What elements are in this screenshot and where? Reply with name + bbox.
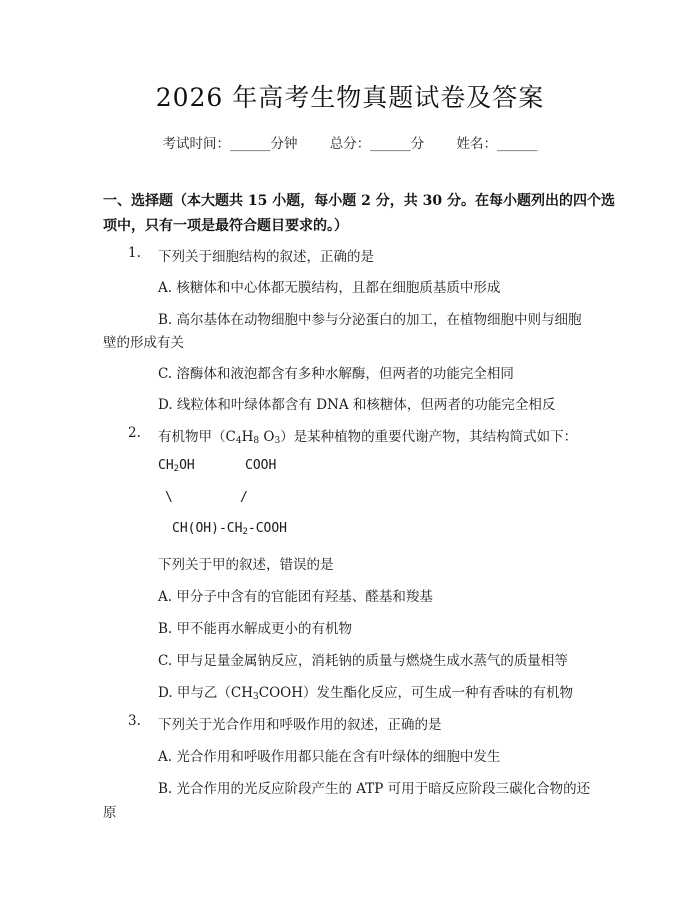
subscript: 3 — [274, 436, 281, 446]
formula-bond-right: / — [240, 490, 248, 505]
subscript: 2 — [173, 464, 180, 474]
formula-main-chain — [172, 521, 287, 537]
formula-text: -COOH — [247, 521, 288, 536]
option-text: COOH）发生酯化反应，可生成一种有香味的有机物 — [258, 685, 574, 701]
exam-score-field: 总分：______分 — [329, 136, 425, 152]
question-number: 3. — [128, 713, 141, 729]
section-heading-line1: 一、选择题（本大题共 15 小题，每小题 2 分，共 30 分。在每小题列出的四个选 — [103, 193, 615, 209]
option-b-continued: 原 — [103, 805, 117, 821]
stem-text: H — [241, 429, 254, 445]
option-b: B. 高尔基体在动物细胞中参与分泌蛋白的加工，在植物细胞中则与细胞 — [158, 312, 582, 328]
formula-cooh: COOH — [245, 458, 277, 473]
question-number: 2. — [128, 425, 141, 441]
stem-text: ）是某种植物的重要代谢产物，其结构简式如下： — [280, 429, 578, 445]
page-title: 2026 年高考生物真题试卷及答案 — [155, 83, 545, 112]
option-a: A. 核糖体和中心体都无膜结构，且都在细胞质基质中形成 — [158, 280, 501, 296]
subscript: 4 — [235, 436, 242, 446]
option-d — [158, 681, 573, 702]
option-text: D. 甲与乙（CH — [158, 685, 254, 701]
option-b-continued: 壁的形成有关 — [103, 335, 184, 351]
question-number: 1. — [128, 245, 141, 261]
formula-ch2oh — [158, 458, 195, 474]
stem-text: O — [259, 429, 275, 445]
option-c: C. 甲与足量金属钠反应，消耗钠的质量与燃烧生成水蒸气的质量相等 — [158, 653, 568, 669]
question-stem: 下列关于细胞结构的叙述，正确的是 — [158, 249, 374, 265]
question-prompt: 下列关于甲的叙述，错误的是 — [158, 557, 334, 573]
exam-name-field: 姓名：______ — [456, 136, 538, 152]
stem-text: 有机物甲（C — [158, 429, 236, 445]
section-heading — [103, 189, 615, 239]
question-stem — [158, 425, 577, 446]
option-d: D. 线粒体和叶绿体都含有 DNA 和核糖体，但两者的功能完全相反 — [158, 397, 556, 413]
formula-text: OH — [179, 458, 195, 473]
subscript: 2 — [242, 527, 248, 537]
exam-time-field: 考试时间：______分钟 — [162, 136, 298, 152]
question-stem: 下列关于光合作用和呼吸作用的叙述，正确的是 — [158, 717, 442, 733]
option-b: B. 光合作用的光反应阶段产生的 ATP 可用于暗反应阶段三碳化合物的还 — [158, 781, 591, 797]
formula-bond-left: \ — [165, 490, 173, 505]
option-a: A. 光合作用和呼吸作用都只能在含有叶绿体的细胞中发生 — [158, 749, 501, 765]
formula-text: CH(OH)-CH — [172, 521, 243, 536]
section-heading-line2: 项中，只有一项是最符合题目要求的。） — [103, 218, 348, 234]
option-a: A. 甲分子中含有的官能团有羟基、醛基和羧基 — [158, 589, 433, 605]
exam-info — [0, 132, 700, 152]
subscript: 8 — [253, 436, 260, 446]
option-b: B. 甲不能再水解成更小的有机物 — [158, 621, 353, 637]
subscript: 3 — [253, 692, 259, 702]
formula-text: CH — [158, 458, 174, 473]
option-c: C. 溶酶体和液泡都含有多种水解酶，但两者的功能完全相同 — [158, 366, 514, 382]
